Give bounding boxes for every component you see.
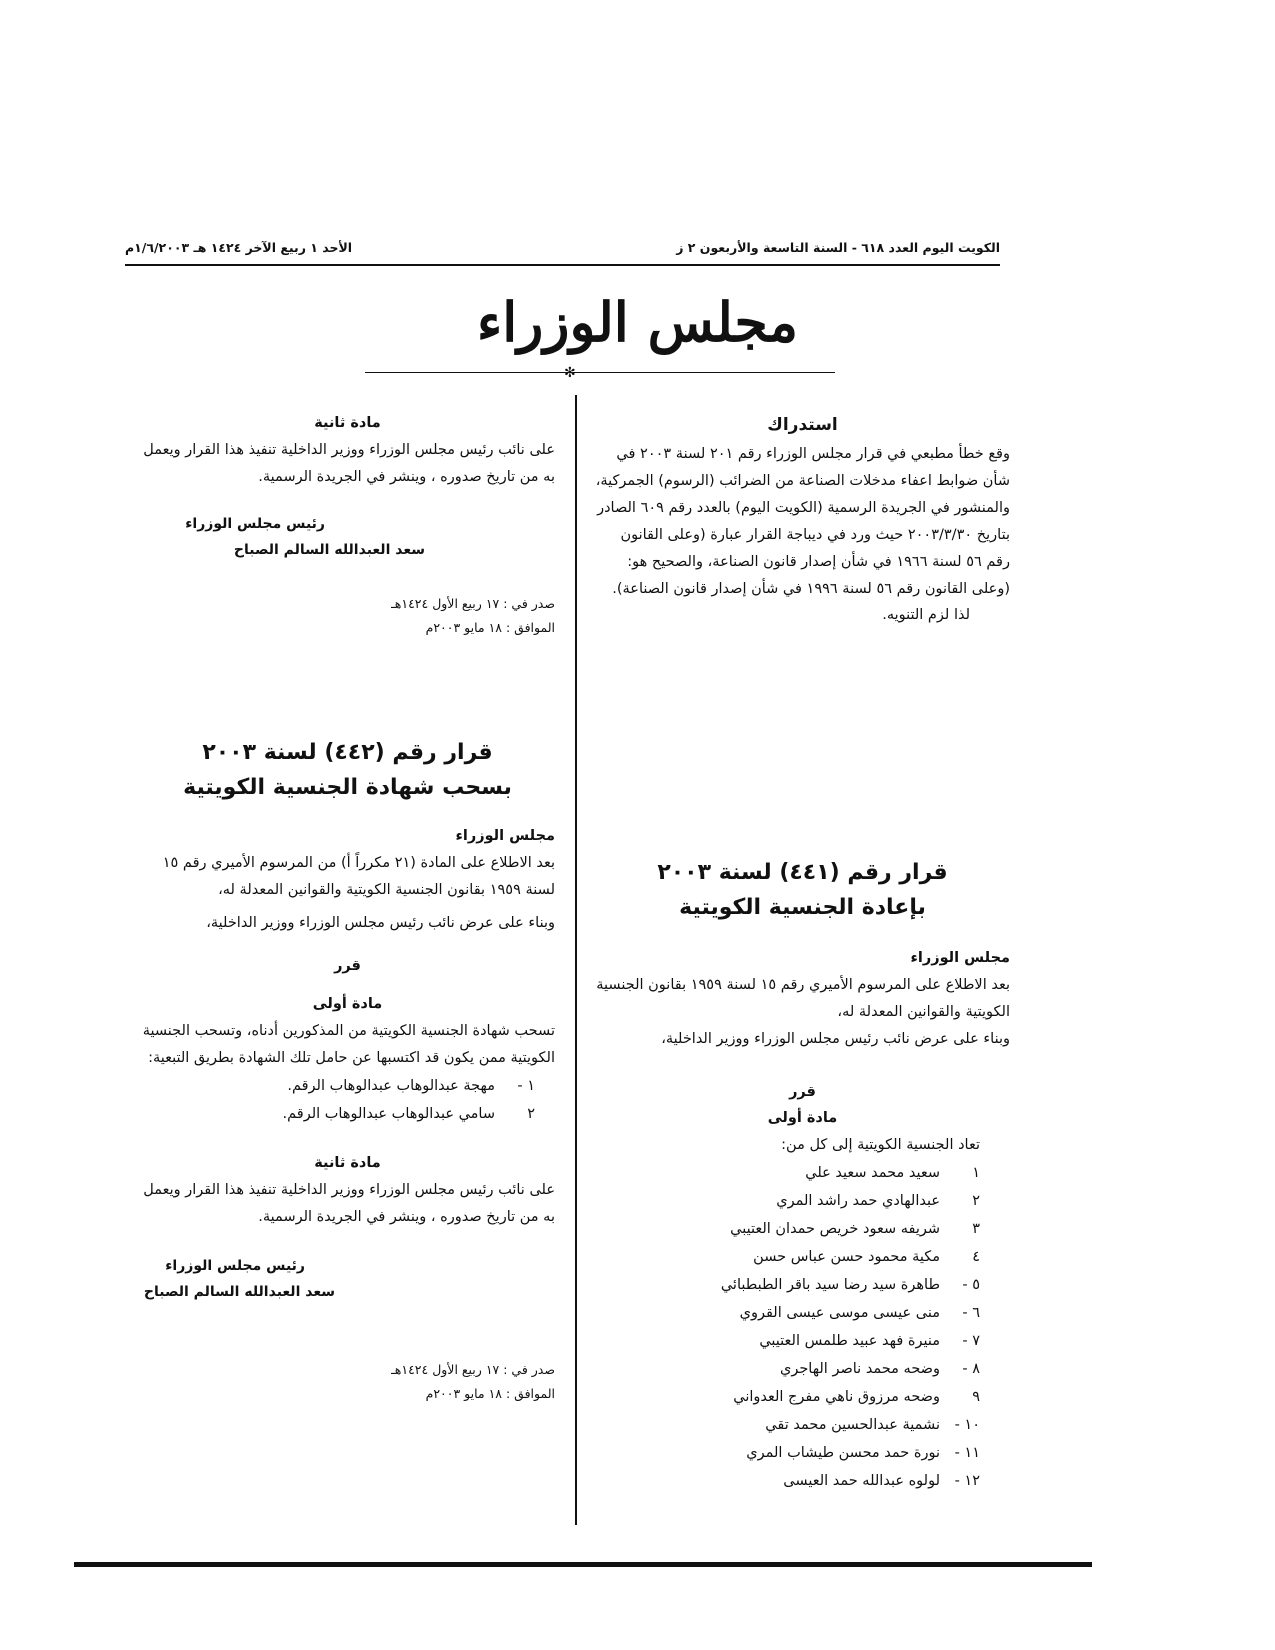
bottom-rule — [74, 1562, 1092, 1567]
decision-441 — [595, 855, 1010, 1495]
list-item: ٥ -طاهرة سيد رضا سيد باقر الطبطبائي — [720, 1277, 980, 1294]
erratum-paragraph: وقع خطأ مطبعي في قرار مجلس الوزراء رقم ٢٠١ لسنة ٢٠٠٣ في شأن ضوابط اعفاء مدخلات الصناعة من الضرائب (الرسوم) الجمركية، والمنشور في الجريدة الرسمية (الكويت اليوم) بالعدد رقم ٦٠٩ الصادر بتاريخ ٢٠٠٣/٣/٣٠ حيث ورد في ديباجة القرار عبارة (وعلى القانون رقم ٥٦ لسنة ١٩٦٦ في شأن إصدار قانون الصناعة، والصحيح هو: — [595, 446, 1010, 570]
erratum-correction: (وعلى القانون رقم ٥٦ لسنة ١٩٩٦ في شأن إصدار قانون الصناعة). — [612, 580, 1010, 597]
decision-441-title: قرار رقم (٤٤١) لسنة ٢٠٠٣ — [657, 860, 948, 885]
preamble-submission: وبناء على عرض نائب رئيس مجلس الوزراء ووزير الداخلية، — [206, 914, 555, 931]
signature-title: رئيس مجلس الوزراء — [185, 516, 325, 533]
decision-441-subtitle: بإعادة الجنسية الكويتية — [679, 895, 926, 921]
decision-442-title: قرار رقم (٤٤٢) لسنة ٢٠٠٣ — [202, 740, 493, 765]
article-two-title: مادة ثانية — [314, 1154, 381, 1171]
article-two-text: على نائب رئيس مجلس الوزراء ووزير الداخلية تنفيذ هذا القرار ويعمل به من تاريخ صدوره ، وينشر في الجريدة الرسمية. — [143, 1181, 555, 1225]
list-item: ٢سامي عبدالوهاب عبدالوهاب الرقم. — [282, 1105, 535, 1122]
article-two-title: مادة ثانية — [314, 415, 381, 431]
list-item: ٦ -منى عيسى موسى عيسى القروي — [739, 1305, 980, 1322]
date-header: الأحد ١ ربيع الآخر ١٤٢٤ هـ ١/٦/٢٠٠٣م — [125, 240, 353, 255]
list-item: ١سعيد محمد سعيد علي — [805, 1165, 980, 1182]
decorative-rule — [365, 372, 835, 373]
council-label: مجلس الوزراء — [910, 950, 1010, 967]
issue-date: صدر في : ١٧ ربيع الأول ١٤٢٤هـ — [391, 596, 555, 612]
preamble: بعد الاطلاع على المادة (٢١ مكرراً أ) من المرسوم الأميري رقم ١٥ لسنة ١٩٥٩ بقانون الجنسية الكويتية والقوانين المعدلة له، — [162, 855, 555, 898]
restored-names-list — [595, 1159, 1010, 1495]
decided-label: قرر — [334, 957, 361, 974]
preamble: بعد الاطلاع على المرسوم الأميري رقم ١٥ لسنة ١٩٥٩ بقانون الجنسية الكويتية والقوانين المعدلة له، — [596, 977, 1010, 1020]
article-one-text: تسحب شهادة الجنسية الكويتية من المذكورين أدناه، وتسحب الجنسية الكويتية ممن يكون قد اكتسبها عن حامل تلك الشهادة بطريق التبعية: — [142, 1023, 555, 1067]
list-item: ٧ -منيرة فهد عبيد طلمس العتيبي — [759, 1333, 980, 1350]
decided-label: قرر — [789, 1083, 816, 1100]
preamble-submission: وبناء على عرض نائب رئيس مجلس الوزراء ووزير الداخلية، — [661, 1030, 1010, 1047]
list-item: ١٠ -نشمية عبدالحسين محمد تقي — [765, 1417, 980, 1434]
article-one-title: مادة أولى — [312, 996, 383, 1013]
column-divider — [575, 395, 577, 1525]
decision-442 — [140, 735, 555, 1406]
list-item: ١١ -نورة حمد محسن طيشاب المري — [746, 1445, 980, 1462]
article-one-title: مادة أولى — [767, 1110, 838, 1127]
header-rule — [125, 264, 1000, 266]
withdrawn-names-list — [140, 1072, 555, 1128]
erratum-title: استدراك — [767, 415, 838, 435]
ornament-icon: ✻ — [564, 365, 576, 381]
decision-442-subtitle: بسحب شهادة الجنسية الكويتية — [183, 775, 512, 801]
erratum-section — [595, 410, 1010, 629]
previous-decision-end — [140, 410, 555, 640]
list-item: ١ -مهجة عبدالوهاب عبدالوهاب الرقم. — [287, 1077, 535, 1094]
issue-header: الكويت اليوم العدد ٦١٨ - السنة التاسعة والأربعون ٢ ز — [676, 240, 1000, 255]
article-two-text: على نائب رئيس مجلس الوزراء ووزير الداخلية تنفيذ هذا القرار ويعمل به من تاريخ صدوره ، وينشر في الجريدة الرسمية. — [143, 441, 555, 485]
council-label: مجلس الوزراء — [455, 828, 555, 845]
list-item: ٣شريفه سعود خريص حمدان العتيبي — [730, 1221, 980, 1238]
list-item: ٤مكية محمود حسن عباس حسن — [753, 1249, 980, 1266]
article-one-intro: تعاد الجنسية الكويتية إلى كل من: — [781, 1137, 980, 1154]
corresponding-date: الموافق : ١٨ مايو ٢٠٠٣م — [425, 619, 555, 635]
erratum-note: لذا لزم التنويه. — [882, 607, 970, 624]
list-item: ٩وضحه مرزوق ناهي مفرج العدواني — [733, 1389, 980, 1406]
signature-name: سعد العبدالله السالم الصباح — [143, 1284, 335, 1301]
signature-title: رئيس مجلس الوزراء — [165, 1258, 305, 1275]
list-item: ٨ -وضحه محمد ناصر الهاجري — [779, 1361, 980, 1378]
signature-name: سعد العبدالله السالم الصباح — [233, 542, 425, 559]
issue-date: صدر في : ١٧ ربيع الأول ١٤٢٤هـ — [391, 1362, 555, 1378]
list-item: ١٢ -لولوه عبدالله حمد العيسى — [783, 1473, 980, 1490]
list-item: ٢عبدالهادي حمد راشد المري — [776, 1193, 980, 1210]
masthead-title: مجلس الوزراء — [476, 290, 799, 354]
corresponding-date: الموافق : ١٨ مايو ٢٠٠٣م — [425, 1385, 555, 1401]
